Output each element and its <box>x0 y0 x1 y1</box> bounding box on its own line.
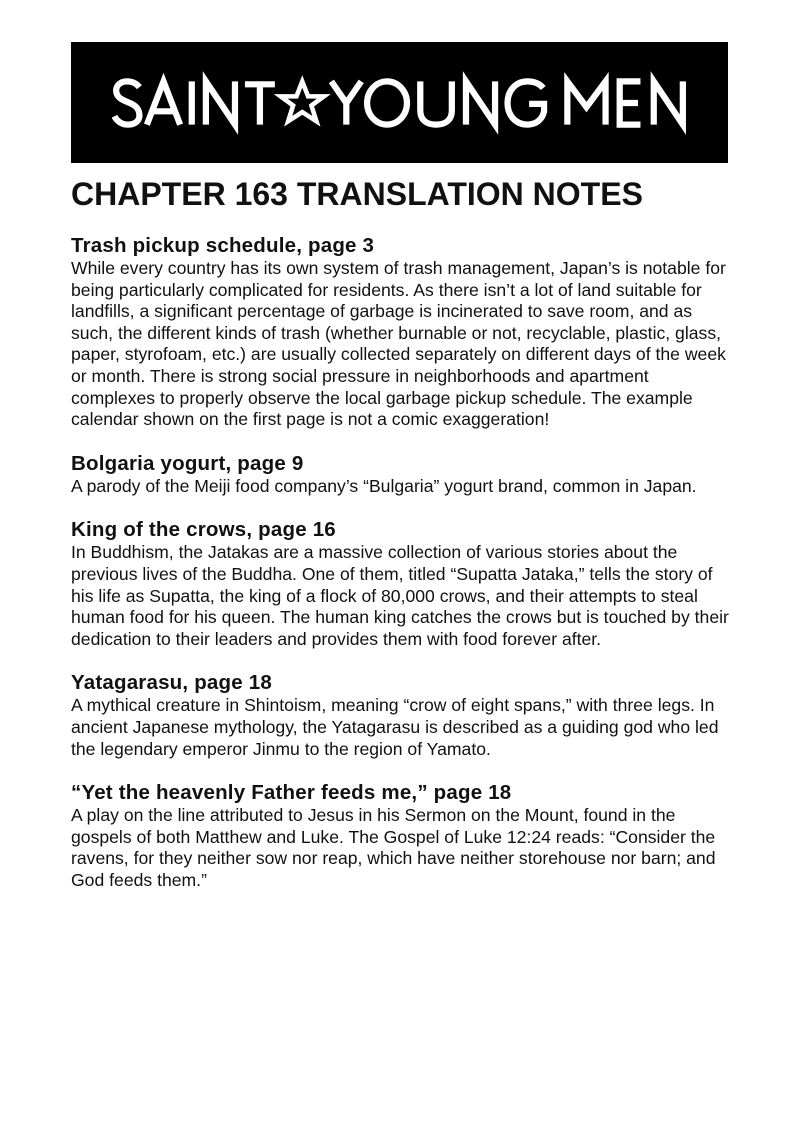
note-heading: Yatagarasu, page 18 <box>71 671 272 695</box>
note-body: A mythical creature in Shintoism, meaning “crow of eight spans,” with three legs. In ancient Japanese mythology, the Yatagarasu is described as a guiding god who led the legendary emperor Jinmu to the region of Yamato. <box>71 695 719 759</box>
note-heading: King of the crows, page 16 <box>71 518 336 542</box>
note-heavenly-father <box>71 781 736 891</box>
note-yatagarasu <box>71 671 736 760</box>
title-banner <box>71 42 728 163</box>
note-heading: Bolgaria yogurt, page 9 <box>71 451 304 475</box>
note-bolgaria-yogurt <box>71 452 736 498</box>
page-title: CHAPTER 163 TRANSLATION NOTES <box>71 176 643 212</box>
saint-young-men-logo <box>112 68 687 138</box>
note-heading: Trash pickup schedule, page 3 <box>71 234 375 257</box>
note-body: In Buddhism, the Jatakas are a massive collection of various stories about the previous lives of the Buddha. One of them, titled “Supatta Jataka,” tells the story of his life as Supatta, the king of a flock of 80,000 crows, and their attempts to steal human food for his queen. The human king catches the crows but is touched by their dedication to their leaders and provides them with food forever after. <box>71 542 729 649</box>
note-trash-pickup <box>71 234 736 431</box>
note-body: A parody of the Meiji food company’s “Bulgaria” yogurt brand, common in Japan. <box>71 475 697 496</box>
notes-list <box>71 234 736 912</box>
note-king-of-crows <box>71 518 736 650</box>
note-heading: “Yet the heavenly Father feeds me,” page 18 <box>71 781 512 805</box>
note-body: While every country has its own system of trash management, Japan’s is notable for being particularly complicated for residents. As there isn’t a lot of land suitable for landfills, a significant percentage of garbage is incinerated to save room, and as such, the different kinds of trash (whether burnable or not, recyclable, plastic, glass, paper, styrofoam, etc.) are usually collected separately on different days of the week or month. There is strong social pressure in neighborhoods and apartment complexes to properly observe the local garbage pickup schedule. The example calendar shown on the first page is not a comic exaggeration! <box>71 258 726 430</box>
note-body: A play on the line attributed to Jesus in his Sermon on the Mount, found in the gospels of both Matthew and Luke. The Gospel of Luke 12:24 reads: “Consider the ravens, for they neither sow nor reap, which have neither storehouse nor barn; and God feeds them.” <box>71 805 716 890</box>
